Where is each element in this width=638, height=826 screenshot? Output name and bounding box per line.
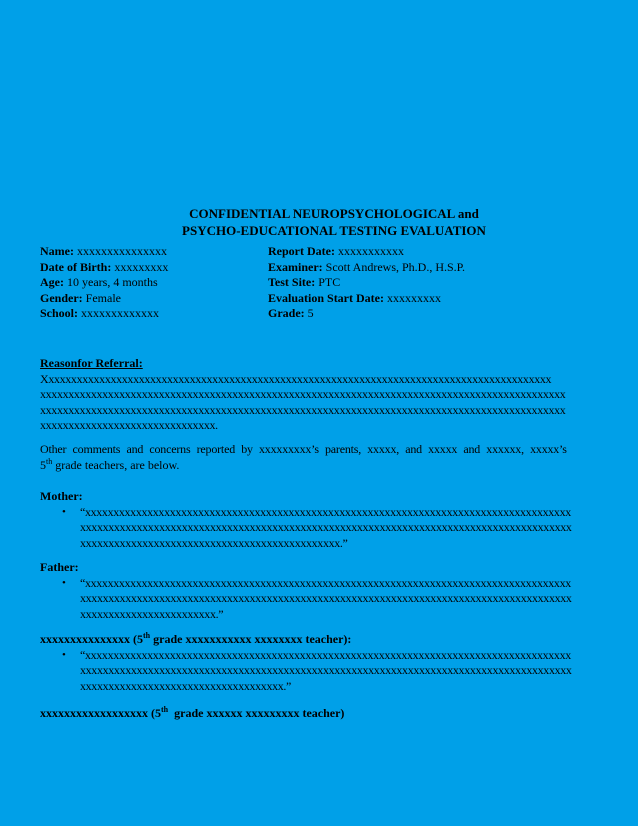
bullet-icon: • <box>62 648 66 661</box>
document-title <box>0 205 638 239</box>
quote-line: xxxxxxxxxxxxxxxxxxxxxxxxxxxxxxxxxxxxxxxxxxxxxxxxxxxxxxxxxxxxxxxxxxxxxxxxxxxxxxxxxxxxxxx <box>80 520 572 534</box>
quote-line: xxxxxxxxxxxxxxxxxxxxxxxxxxxxxxxxxxxx.” <box>80 678 292 693</box>
referral-heading: Reasonfor Referral: <box>40 356 143 370</box>
mother-quote <box>40 505 600 552</box>
referral-line: xxxxxxxxxxxxxxxxxxxxxxxxxxxxxxxxxxxxxxxxxxxxxxxxxxxxxxxxxxxxxxxxxxxxxxxxxxxxxxxxxxxxxxxxxxxxx <box>40 387 566 401</box>
grade-suffix: th <box>46 456 53 466</box>
teacher2-heading-pre: xxxxxxxxxxxxxxxxxx (5 <box>40 706 161 720</box>
examiner-value: Scott Andrews, Ph.D., H.S.P. <box>325 259 466 274</box>
other-comments-line-1: Other comments and concerns reported by xxxxxxxxx’s parents, xxxxx, and xxxxx and xxxxxx, xxxxx’s <box>40 442 567 456</box>
eval-start-value: xxxxxxxxx <box>387 290 441 305</box>
quote-line: xxxxxxxxxxxxxxxxxxxxxxxxxxxxxxxxxxxxxxxxxxxxxxxxxxxxxxxxxxxxxxxxxxxxxxxxxxxxxxxxxxxxxxx <box>80 591 572 605</box>
age-value: 10 years, 4 months <box>67 275 158 289</box>
referral-line: Xxxxxxxxxxxxxxxxxxxxxxxxxxxxxxxxxxxxxxxxxxxxxxxxxxxxxxxxxxxxxxxxxxxxxxxxxxxxxxxxxxxxxxxxxx <box>40 371 552 386</box>
name-label: Name: <box>40 244 74 258</box>
teacher1-quote <box>40 648 600 695</box>
other-comments-line-2 <box>40 458 600 474</box>
referral-line: xxxxxxxxxxxxxxxxxxxxxxxxxxxxxxxxxxxxxxxxxxxxxxxxxxxxxxxxxxxxxxxxxxxxxxxxxxxxxxxxxxxxxxxxxxxxx <box>40 402 566 417</box>
quote-line: xxxxxxxxxxxxxxxxxxxxxxxx.” <box>80 606 224 621</box>
gender-value: Female <box>85 290 121 305</box>
quote-line: xxxxxxxxxxxxxxxxxxxxxxxxxxxxxxxxxxxxxxxxxxxxxx.” <box>80 535 348 550</box>
father-section <box>40 560 600 622</box>
age-label: Age: <box>40 275 64 289</box>
teacher2-heading-post: grade xxxxxx xxxxxxxxx teacher) <box>168 706 345 720</box>
grade-value: 5 <box>307 306 314 320</box>
quote-line: “xxxxxxxxxxxxxxxxxxxxxxxxxxxxxxxxxxxxxxxxxxxxxxxxxxxxxxxxxxxxxxxxxxxxxxxxxxxxxxxxxxxxxx <box>80 575 571 590</box>
report-date-value: xxxxxxxxxxx <box>337 244 404 258</box>
quote-line: “xxxxxxxxxxxxxxxxxxxxxxxxxxxxxxxxxxxxxxxxxxxxxxxxxxxxxxxxxxxxxxxxxxxxxxxxxxxxxxxxxxxxxx <box>80 647 571 662</box>
mother-heading: Mother: <box>40 489 83 503</box>
school-label: School: <box>40 306 79 320</box>
father-quote <box>40 576 600 623</box>
eval-start-label: Evaluation Start Date: <box>268 290 384 305</box>
referral-section <box>40 356 600 434</box>
quote-line: “xxxxxxxxxxxxxxxxxxxxxxxxxxxxxxxxxxxxxxxxxxxxxxxxxxxxxxxxxxxxxxxxxxxxxxxxxxxxxxxxxxxxxx <box>80 504 571 519</box>
teacher1-heading-post: grade xxxxxxxxxxx xxxxxxxx teacher): <box>150 632 352 646</box>
test-site-value: PTC <box>318 275 341 289</box>
title-line-1: CONFIDENTIAL NEUROPSYCHOLOGICAL and <box>189 206 479 221</box>
teacher1-heading <box>40 632 600 648</box>
teacher2-heading <box>40 706 600 722</box>
gender-label: Gender: <box>40 290 83 305</box>
grade-label: Grade: <box>268 306 305 320</box>
teacher2-heading-sup: th <box>161 705 169 714</box>
teacher1-section <box>40 632 600 694</box>
bullet-icon: • <box>62 505 66 518</box>
title-line-2: PSYCHO-EDUCATIONAL TESTING EVALUATION <box>182 223 486 238</box>
father-heading: Father: <box>40 560 79 574</box>
report-date-label: Report Date: <box>268 244 335 258</box>
other-comments <box>40 442 600 473</box>
dob-label: Date of Birth: <box>40 259 112 274</box>
dob-value: xxxxxxxxx <box>114 259 169 274</box>
name-value: xxxxxxxxxxxxxxx <box>76 244 167 258</box>
referral-line: xxxxxxxxxxxxxxxxxxxxxxxxxxxxxxx. <box>40 418 218 432</box>
teacher2-section <box>40 706 600 722</box>
test-site-label: Test Site: <box>268 275 316 289</box>
quote-line: xxxxxxxxxxxxxxxxxxxxxxxxxxxxxxxxxxxxxxxxxxxxxxxxxxxxxxxxxxxxxxxxxxxxxxxxxxxxxxxxxxxxxxx <box>80 663 572 677</box>
bullet-icon: • <box>62 576 66 589</box>
teacher1-heading-pre: xxxxxxxxxxxxxxx (5 <box>40 632 143 646</box>
school-value: xxxxxxxxxxxxx <box>81 306 160 320</box>
examiner-label: Examiner: <box>268 259 323 274</box>
grade-number: 5 <box>40 457 46 472</box>
mother-section <box>40 489 600 551</box>
teacher1-heading-sup: th <box>143 631 151 640</box>
other-comments-rest: grade teachers, are below. <box>52 457 180 472</box>
